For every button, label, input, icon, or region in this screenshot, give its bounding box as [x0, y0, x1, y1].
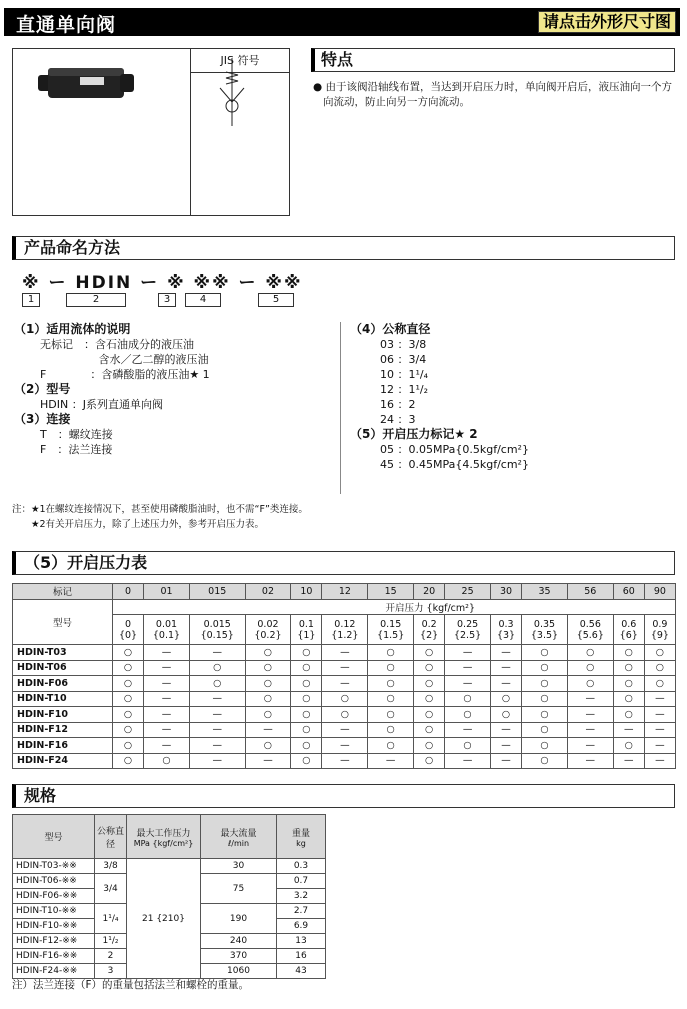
- availability-cell: —: [567, 707, 613, 723]
- availability-cell: ○: [322, 707, 368, 723]
- flow-header-label: 最大流量: [220, 828, 257, 839]
- table-row: [13, 676, 676, 692]
- mpa-cell: [522, 615, 568, 645]
- availability-cell: ○: [245, 707, 291, 723]
- availability-cell: ○: [445, 691, 491, 707]
- mpa-value: 0.15: [380, 618, 402, 630]
- model-cell: HDIN-T10: [13, 691, 113, 707]
- kgf-value: {1.2}: [331, 629, 359, 641]
- flow-cell: 1060: [201, 964, 277, 979]
- weight-header: [277, 815, 326, 859]
- availability-cell: ○: [567, 660, 613, 676]
- availability-cell: —: [567, 722, 613, 738]
- code-box-3: 3: [158, 293, 176, 307]
- availability-cell: ○: [368, 645, 414, 661]
- availability-cell: ○: [291, 722, 322, 738]
- mpa-value: 0.1: [298, 618, 314, 630]
- availability-cell: —: [322, 676, 368, 692]
- availability-cell: —: [567, 738, 613, 754]
- availability-cell: ○: [613, 691, 644, 707]
- mpa-value: 0.01: [155, 618, 178, 630]
- mpa-value: 0.12: [334, 618, 356, 630]
- availability-cell: ○: [613, 645, 644, 661]
- weight-cell: 0.3: [277, 859, 326, 874]
- availability-cell: ○: [113, 738, 144, 754]
- code-box-4: 4: [185, 293, 221, 307]
- availability-cell: ○: [522, 691, 568, 707]
- availability-cell: —: [189, 738, 245, 754]
- mpa-value: 0.015: [203, 618, 231, 630]
- mpa-value: 0.9: [652, 618, 668, 630]
- mpa-cell: [613, 615, 644, 645]
- kgf-value: {2}: [420, 629, 439, 641]
- availability-cell: —: [322, 660, 368, 676]
- availability-cell: —: [144, 660, 190, 676]
- kgf-value: {9}: [650, 629, 669, 641]
- mark-cell: 20: [414, 584, 445, 600]
- mpa-value: 0.35: [533, 618, 556, 630]
- model-cell: HDIN-T03: [13, 645, 113, 661]
- model-cell: HDIN-F12: [13, 722, 113, 738]
- availability-cell: ○: [490, 691, 521, 707]
- availability-cell: —: [144, 691, 190, 707]
- mpa-cell: [291, 615, 322, 645]
- spec-heading: 规格: [12, 784, 675, 808]
- mark-cell: 25: [445, 584, 491, 600]
- mpa-cell: [245, 615, 291, 645]
- availability-cell: ○: [368, 707, 414, 723]
- availability-cell: ○: [414, 707, 445, 723]
- availability-cell: —: [144, 676, 190, 692]
- availability-cell: ○: [245, 645, 291, 661]
- flow-cell: 75: [201, 874, 277, 904]
- features-heading: 特点: [311, 48, 675, 72]
- availability-cell: ○: [567, 645, 613, 661]
- weight-header-label: 重量: [291, 828, 310, 839]
- page-title: 直通单向阀: [16, 14, 117, 36]
- availability-cell: ○: [113, 753, 144, 769]
- availability-cell: ○: [368, 738, 414, 754]
- availability-cell: —: [322, 722, 368, 738]
- spec-table: [12, 814, 326, 979]
- availability-cell: ○: [522, 722, 568, 738]
- availability-cell: —: [644, 722, 675, 738]
- availability-cell: —: [144, 738, 190, 754]
- mpa-cell: [567, 615, 613, 645]
- size-cell: 3/4: [95, 874, 127, 904]
- mark-cell: 10: [291, 584, 322, 600]
- code-box-5: 5: [258, 293, 294, 307]
- code-box-1: 1: [22, 293, 40, 307]
- valve-photo-icon: [36, 66, 136, 100]
- availability-cell: ○: [245, 691, 291, 707]
- kgf-value: {0.2}: [254, 629, 282, 641]
- spec-note: 注）法兰连接（F）的重量包括法兰和螺栓的重量。: [12, 979, 250, 991]
- flow-header: [201, 815, 277, 859]
- availability-cell: ○: [522, 645, 568, 661]
- availability-cell: —: [368, 753, 414, 769]
- check-valve-symbol-icon: [212, 58, 252, 128]
- availability-cell: —: [567, 753, 613, 769]
- availability-cell: —: [644, 738, 675, 754]
- weight-cell: 13: [277, 934, 326, 949]
- model-cell: HDIN-F24: [13, 753, 113, 769]
- weight-cell: 3.2: [277, 889, 326, 904]
- features-text: ● 由于该阀沿轴线布置，当达到开启压力时，单向阀开启后，液压油向一个方向流动，防止向另一方向流动。: [313, 81, 673, 108]
- table-row: [13, 859, 326, 874]
- kgf-value: {6}: [619, 629, 638, 641]
- availability-cell: ○: [113, 645, 144, 661]
- mark-cell: 56: [567, 584, 613, 600]
- availability-cell: ○: [291, 676, 322, 692]
- size-cell: 3/8: [95, 859, 127, 874]
- flow-cell: 30: [201, 859, 277, 874]
- availability-cell: —: [144, 722, 190, 738]
- weight-unit: kg: [296, 838, 306, 848]
- table-row: [13, 738, 676, 754]
- table-row: [13, 722, 676, 738]
- availability-cell: ○: [644, 660, 675, 676]
- mpa-cell: [644, 615, 675, 645]
- availability-cell: ○: [414, 753, 445, 769]
- mpa-cell: [414, 615, 445, 645]
- availability-cell: —: [144, 707, 190, 723]
- naming-heading: 产品命名方法: [12, 236, 675, 260]
- availability-cell: ○: [414, 722, 445, 738]
- availability-cell: —: [445, 753, 491, 769]
- mark-cell: 15: [368, 584, 414, 600]
- availability-cell: ○: [322, 691, 368, 707]
- availability-cell: ○: [613, 738, 644, 754]
- availability-cell: ○: [368, 676, 414, 692]
- availability-cell: ○: [291, 645, 322, 661]
- availability-cell: —: [490, 722, 521, 738]
- pressure-heading: （5）开启压力表: [12, 551, 675, 575]
- availability-cell: ○: [414, 645, 445, 661]
- availability-cell: ○: [613, 707, 644, 723]
- title-bar: [4, 8, 680, 36]
- weight-cell: 6.9: [277, 919, 326, 934]
- availability-cell: ○: [522, 660, 568, 676]
- availability-cell: —: [613, 753, 644, 769]
- availability-cell: ○: [144, 753, 190, 769]
- mpa-value: 0.02: [257, 618, 279, 630]
- availability-cell: ○: [245, 676, 291, 692]
- pressure-header-label: 最大工作压力: [136, 828, 191, 839]
- availability-cell: —: [490, 676, 521, 692]
- availability-cell: ○: [113, 707, 144, 723]
- mark-cell: 0: [113, 584, 144, 600]
- availability-cell: —: [445, 645, 491, 661]
- size-cell: 1¹/₂: [95, 934, 127, 949]
- mpa-value: 0: [125, 618, 132, 630]
- availability-cell: ○: [291, 738, 322, 754]
- table-row: [13, 645, 676, 661]
- availability-cell: ○: [291, 707, 322, 723]
- availability-cell: ○: [644, 676, 675, 692]
- availability-cell: ○: [445, 707, 491, 723]
- availability-cell: ○: [245, 738, 291, 754]
- availability-cell: ○: [522, 707, 568, 723]
- availability-cell: —: [490, 660, 521, 676]
- weight-cell: 2.7: [277, 904, 326, 919]
- mark-cell: 90: [644, 584, 675, 600]
- availability-cell: —: [613, 722, 644, 738]
- mark-cell: 60: [613, 584, 644, 600]
- availability-cell: ○: [113, 722, 144, 738]
- availability-cell: ○: [414, 676, 445, 692]
- availability-cell: ○: [245, 660, 291, 676]
- availability-cell: ○: [189, 676, 245, 692]
- availability-cell: ○: [644, 645, 675, 661]
- availability-cell: —: [490, 738, 521, 754]
- kgf-value: {0}: [118, 629, 138, 641]
- flow-cell: 240: [201, 934, 277, 949]
- pressure-header: [127, 815, 201, 859]
- jis-symbol-label: JIS 符号: [190, 49, 290, 73]
- mpa-value: 0.6: [621, 618, 637, 630]
- model-cell: HDIN-F06-※※: [13, 889, 95, 904]
- pressure-label: 开启压力 {kgf/cm²}: [113, 599, 676, 615]
- kgf-value: {5.6}: [576, 629, 604, 641]
- size-cell: 3: [95, 964, 127, 979]
- mpa-cell: [445, 615, 491, 645]
- availability-cell: ○: [291, 691, 322, 707]
- model-cell: HDIN-F10: [13, 707, 113, 723]
- mpa-cell: [368, 615, 414, 645]
- availability-cell: ○: [291, 660, 322, 676]
- mark-cell: 015: [189, 584, 245, 600]
- weight-cell: 43: [277, 964, 326, 979]
- table-row: [13, 753, 676, 769]
- availability-cell: —: [445, 676, 491, 692]
- mpa-cell: [189, 615, 245, 645]
- flow-unit: ℓ/min: [227, 838, 250, 848]
- availability-cell: ○: [522, 753, 568, 769]
- availability-cell: ○: [522, 676, 568, 692]
- availability-cell: ○: [414, 660, 445, 676]
- availability-cell: —: [644, 707, 675, 723]
- model-cell: HDIN-T03-※※: [13, 859, 95, 874]
- code-box-2: 2: [66, 293, 126, 307]
- kgf-value: {3}: [496, 629, 516, 641]
- mark-header: 标记: [13, 584, 113, 600]
- dimension-drawing-link[interactable]: 请点击外形尺寸图: [538, 11, 676, 33]
- table-row: [13, 660, 676, 676]
- pressure-unit: MPa {kgf/cm²}: [133, 838, 194, 848]
- availability-cell: —: [144, 645, 190, 661]
- mpa-value: 0.56: [579, 618, 601, 630]
- kgf-value: {0.15}: [200, 629, 234, 641]
- availability-cell: ○: [189, 660, 245, 676]
- mpa-cell: [322, 615, 368, 645]
- naming-notes: 注：★1在螺纹连接情况下，甚至使用磷酸脂油时，也不需“F”类连接。 ★2有关开启压力，除了上述压力外，参考开启压力表。: [12, 504, 308, 530]
- table-row: [13, 707, 676, 723]
- model-header: 型号: [13, 599, 113, 645]
- availability-cell: ○: [113, 660, 144, 676]
- kgf-value: {1}: [297, 629, 316, 641]
- availability-cell: ○: [291, 753, 322, 769]
- availability-cell: —: [322, 753, 368, 769]
- size-cell: 2: [95, 949, 127, 964]
- kgf-value: {0.1}: [152, 629, 181, 641]
- naming-left-column: （1）适用流体的说明 无标记 ：含石油成分的液压油 含水／乙二醇的液压油 F ：含磷酸脂的液压油★ 1 （2）型号 HDIN ：J系列直通单向阀 （3）连接 T ：螺纹连接 F ：法兰连接: [14, 322, 210, 456]
- availability-cell: —: [322, 738, 368, 754]
- naming-right-column: （4）公称直径 03 ：3/8 06 ：3/4 10 ：1¹/₄ 12 ：1¹/₂ 16 ：2 24 ：3 （5）开启压力标记★ 2 05 ：0.05MPa{0.5kgf/cm²} 45 ：0.45MPa{4.5kgf/cm²}: [350, 322, 529, 471]
- mark-cell: 02: [245, 584, 291, 600]
- flow-cell: 370: [201, 949, 277, 964]
- model-code: ※ ー HDIN ー ※ ※※ ー ※※: [22, 273, 303, 293]
- availability-cell: —: [644, 753, 675, 769]
- model-cell: HDIN-F06: [13, 676, 113, 692]
- availability-cell: ○: [414, 738, 445, 754]
- mark-cell: 30: [490, 584, 521, 600]
- availability-cell: ○: [522, 738, 568, 754]
- model-cell: HDIN-F12-※※: [13, 934, 95, 949]
- availability-cell: —: [445, 660, 491, 676]
- weight-cell: 0.7: [277, 874, 326, 889]
- availability-cell: ○: [490, 707, 521, 723]
- model-cell: HDIN-T06: [13, 660, 113, 676]
- kgf-value: {2.5}: [453, 629, 482, 641]
- flow-cell: 190: [201, 904, 277, 934]
- availability-cell: ○: [613, 676, 644, 692]
- mpa-cell: [113, 615, 144, 645]
- kgf-value: {3.5}: [530, 629, 559, 641]
- mpa-value: 0.3: [498, 618, 514, 630]
- availability-cell: —: [490, 753, 521, 769]
- table-row: [13, 691, 676, 707]
- pressure-table: [12, 583, 676, 769]
- availability-cell: ○: [414, 691, 445, 707]
- availability-cell: —: [322, 645, 368, 661]
- availability-cell: —: [445, 722, 491, 738]
- availability-cell: ○: [368, 722, 414, 738]
- availability-cell: —: [189, 753, 245, 769]
- availability-cell: —: [567, 691, 613, 707]
- availability-cell: ○: [113, 691, 144, 707]
- mpa-value: 0.25: [457, 618, 479, 630]
- model-cell: HDIN-T06-※※: [13, 874, 95, 889]
- availability-cell: —: [189, 722, 245, 738]
- size-header: 公称直径: [95, 815, 127, 859]
- mark-cell: 12: [322, 584, 368, 600]
- model-header: 型号: [13, 815, 95, 859]
- model-cell: HDIN-F16-※※: [13, 949, 95, 964]
- model-cell: HDIN-F10-※※: [13, 919, 95, 934]
- model-cell: HDIN-F16: [13, 738, 113, 754]
- availability-cell: ○: [567, 676, 613, 692]
- mpa-value: 0.2: [421, 618, 437, 630]
- availability-cell: —: [189, 691, 245, 707]
- availability-cell: ○: [613, 660, 644, 676]
- availability-cell: —: [644, 691, 675, 707]
- availability-cell: —: [189, 707, 245, 723]
- mark-cell: 01: [144, 584, 190, 600]
- mpa-cell: [490, 615, 521, 645]
- weight-cell: 16: [277, 949, 326, 964]
- pressure-cell: 21 {210}: [127, 859, 201, 979]
- model-cell: HDIN-T10-※※: [13, 904, 95, 919]
- availability-cell: ○: [368, 691, 414, 707]
- kgf-value: {1.5}: [377, 629, 405, 641]
- availability-cell: ○: [445, 738, 491, 754]
- availability-cell: —: [490, 645, 521, 661]
- mpa-cell: [144, 615, 190, 645]
- availability-cell: —: [245, 722, 291, 738]
- availability-cell: —: [245, 753, 291, 769]
- availability-cell: ○: [113, 676, 144, 692]
- mark-cell: 35: [522, 584, 568, 600]
- availability-cell: ○: [368, 660, 414, 676]
- availability-cell: —: [189, 645, 245, 661]
- model-cell: HDIN-F24-※※: [13, 964, 95, 979]
- size-cell: 1¹/₄: [95, 904, 127, 934]
